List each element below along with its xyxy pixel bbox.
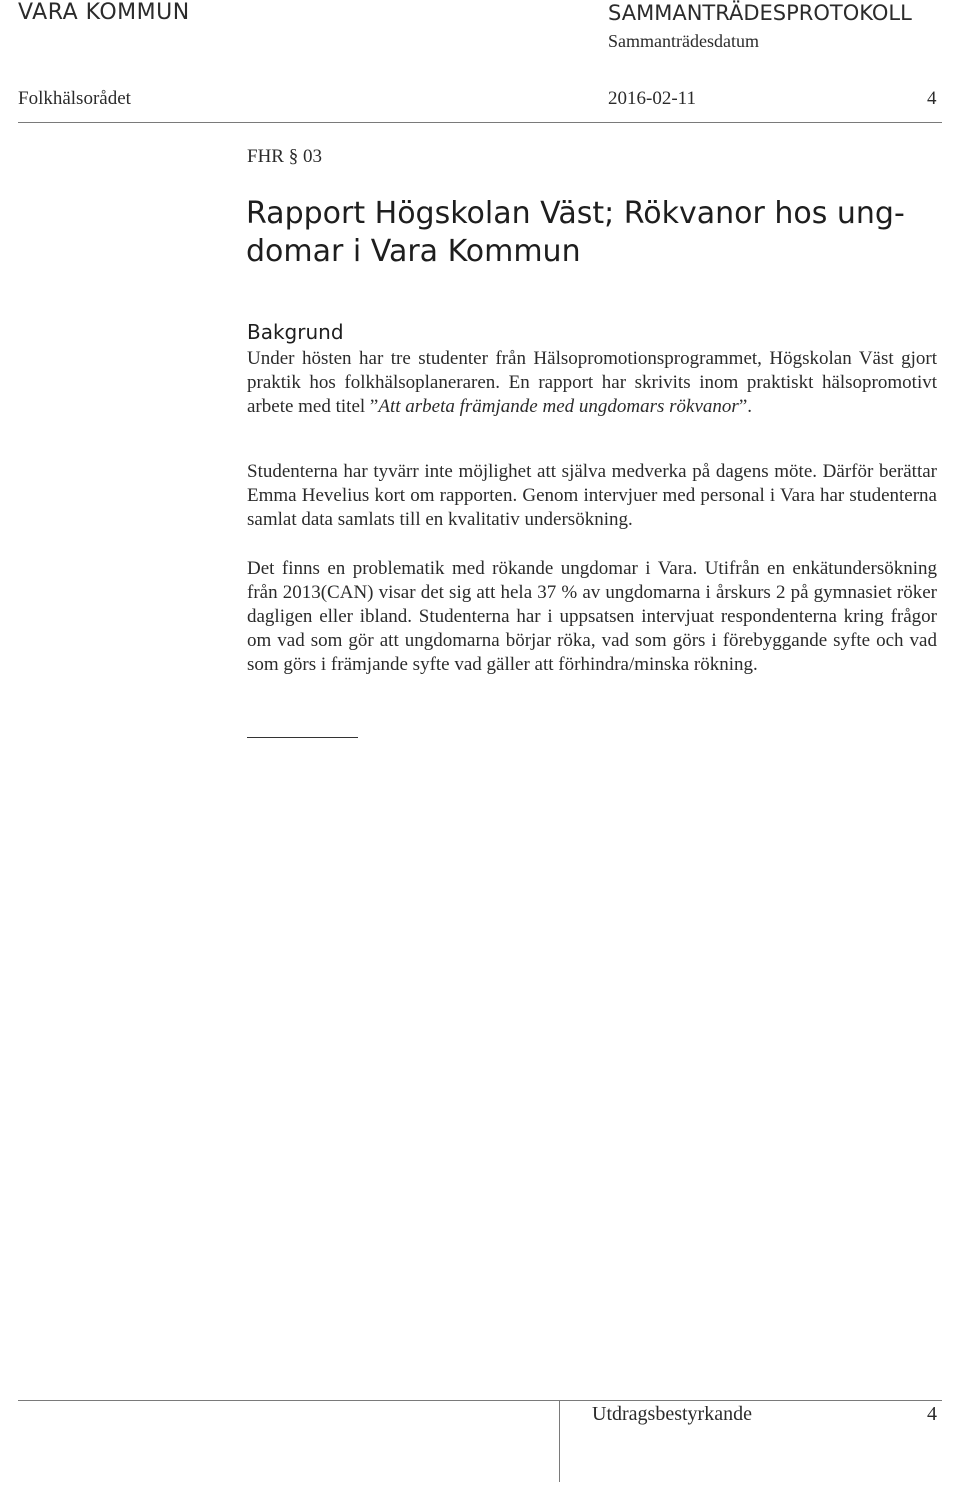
footer-label: Utdragsbestyrkande	[592, 1403, 752, 1425]
header-divider	[18, 122, 942, 123]
title-line-2: domar i Vara Kommun	[246, 234, 581, 269]
document-type: SAMMANTRÄDESPROTOKOLL	[608, 1, 912, 25]
paragraph-presentation: Studenterna har tyvärr inte möjlighet att själva medverka på dagens möte. Därför berättar Emma Hevelius kort om rapporten. Genom intervjuer med personal i Vara har studenterna samlat data samlats till en kvalitativ undersökning.	[247, 461, 937, 530]
title-line-1: Rapport Högskolan Väst; Rökvanor hos ung-	[246, 196, 905, 231]
report-title: Att arbeta främjande med ungdomars rökvanor	[378, 396, 739, 417]
footer-page-number: 4	[927, 1403, 937, 1425]
page-title	[246, 195, 946, 271]
paragraph-background-text: Under hösten har tre studenter från Hälsopromotionsprogrammet, Högskolan Väst gjort praktik hos folkhälsoplaneraren. En rapport har skrivits inom praktiskt hälsopromotivt arbete med titel ”	[247, 348, 937, 417]
meeting-date: 2016-02-11	[608, 88, 696, 109]
page-number: 4	[927, 88, 937, 109]
date-label: Sammanträdesdatum	[608, 31, 759, 51]
footer-divider	[18, 1400, 942, 1401]
organization-name: VARA KOMMUN	[18, 0, 190, 25]
end-of-section-line	[247, 737, 358, 738]
section-heading: Bakgrund	[247, 320, 344, 344]
footer-column-divider	[559, 1400, 560, 1482]
paragraph-background-end: ”.	[738, 396, 752, 417]
paragraph-background	[247, 347, 937, 419]
board-name: Folkhälsorådet	[18, 88, 131, 109]
case-number: FHR § 03	[247, 146, 322, 167]
paragraph-problem: Det finns en problematik med rökande ungdomar i Vara. Utifrån en enkätundersökning från 2013(CAN) visar det sig att hela 37 % av ungdomarna i årskurs 2 på gymnasiet röker dagligen eller ibland. Studenterna har i uppsatsen intervjuat respondenterna kring frågor om vad som gör att ungdomarna börjar röka, vad som görs i förebyggande syfte och vad som görs i främjande syfte vad gäller att förhindra/minska rökning.	[247, 558, 937, 675]
